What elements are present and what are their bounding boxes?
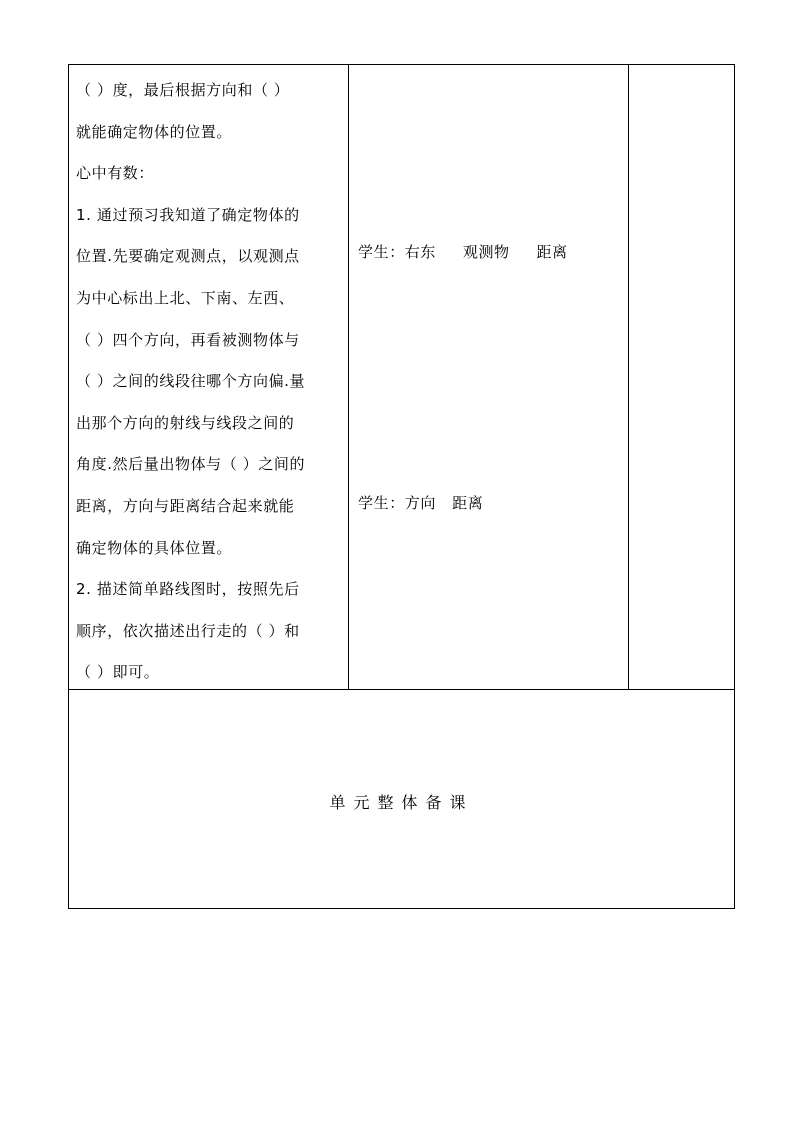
- text-line: （ ）即可。: [76, 663, 160, 682]
- text-line: （ ）度，最后根据方向和（ ）: [76, 81, 290, 99]
- text-line: 距离，方向与距离结合起来就能: [76, 496, 295, 515]
- text-line: 位置.先要确定观测点，以观测点: [76, 247, 300, 266]
- student-answer-1: 学生：右东 观测物 距离: [358, 243, 568, 261]
- preview-task-text: [76, 70, 344, 694]
- text-line: 确定物体的具体位置。: [76, 538, 233, 557]
- text-line: （ ）四个方向，再看被测物体与: [76, 330, 300, 349]
- unit-planning-row: [69, 690, 734, 908]
- unit-planning-title: 单元整体备课: [329, 793, 474, 812]
- lesson-plan-table: [68, 64, 735, 909]
- text-line: 2. 描述简单路线图时，按照先后: [76, 580, 300, 599]
- text-line: 为中心标出上北、下南、左西、: [76, 288, 295, 307]
- text-line: 出那个方向的射线与线段之间的: [76, 413, 295, 432]
- student-answer-2: 学生：方向 距离: [358, 494, 484, 512]
- text-line: 心中有数：: [76, 164, 155, 183]
- preview-task-column: [69, 65, 349, 689]
- notes-column: [629, 65, 734, 689]
- content-row: [69, 65, 734, 690]
- student-answer-column: [349, 65, 629, 689]
- text-line: 顺序，依次描述出行走的（ ）和: [76, 621, 300, 640]
- text-line: 1. 通过预习我知道了确定物体的: [76, 205, 300, 224]
- text-line: 角度.然后量出物体与（ ）之间的: [76, 455, 306, 474]
- text-line: 就能确定物体的位置。: [76, 122, 233, 141]
- text-line: （ ）之间的线段往哪个方向偏.量: [76, 372, 306, 391]
